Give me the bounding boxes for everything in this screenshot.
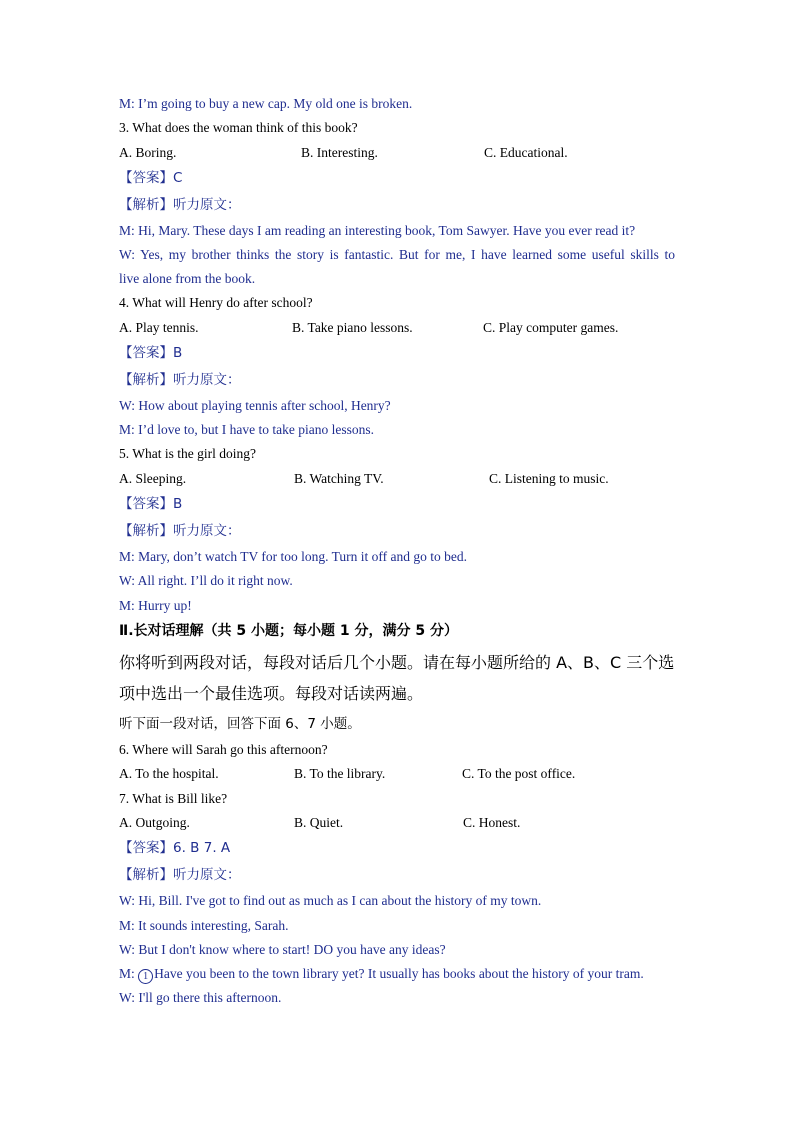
option-4c: C. Play computer games. bbox=[483, 320, 619, 335]
transcript-line bbox=[119, 965, 644, 984]
question-7: 7. What is Bill like? bbox=[119, 791, 228, 806]
explanation-3: 【解析】听力原文： bbox=[119, 197, 241, 213]
transcript-line: M: It sounds interesting, Sarah. bbox=[119, 918, 289, 933]
transcript-line: W: Hi, Bill. I've got to find out as much as I can about the history of my town. bbox=[119, 893, 542, 908]
transcript-line: live alone from the book. bbox=[119, 271, 256, 286]
answer-6-7: 【答案】6. B 7. A bbox=[119, 840, 231, 856]
transcript-line: W: How about playing tennis after school, Henry? bbox=[119, 398, 391, 413]
option-7a: A. Outgoing. bbox=[119, 815, 190, 830]
speaker-prefix: M: bbox=[119, 966, 139, 981]
option-6b: B. To the library. bbox=[294, 766, 386, 781]
instruction-line: 项中选出一个最佳选项。每段对话读两遍。 bbox=[119, 684, 424, 703]
transcript-line: M: Hurry up! bbox=[119, 598, 192, 613]
question-3: 3. What does the woman think of this book? bbox=[119, 120, 358, 135]
transcript-line: M: Mary, don’t watch TV for too long. Turn it off and go to bed. bbox=[119, 549, 467, 564]
option-4a: A. Play tennis. bbox=[119, 320, 199, 335]
instruction-line: 你将听到两段对话，每段对话后几个小题。请在每小题所给的 A、B、C 三个选 bbox=[119, 653, 675, 672]
option-5b: B. Watching TV. bbox=[294, 471, 384, 486]
transcript-line: W: Yes, my brother thinks the story is fantastic. But for me, I have learned some useful skills to bbox=[119, 247, 675, 262]
answer-4: 【答案】B bbox=[119, 345, 183, 361]
option-5a: A. Sleeping. bbox=[119, 471, 187, 486]
transcript-line: W: I'll go there this afternoon. bbox=[119, 990, 282, 1005]
transcript-line: M: Hi, Mary. These days I am reading an interesting book, Tom Sawyer. Have you ever read it? bbox=[119, 223, 636, 238]
question-5: 5. What is the girl doing? bbox=[119, 446, 256, 461]
explanation-5: 【解析】听力原文： bbox=[119, 523, 241, 539]
sub-instruction: 听下面一段对话，回答下面 6、7 小题。 bbox=[119, 716, 361, 732]
transcript-line: M: I’d love to, but I have to take piano lessons. bbox=[119, 422, 374, 437]
option-3c: C. Educational. bbox=[484, 145, 568, 160]
option-4b: B. Take piano lessons. bbox=[292, 320, 413, 335]
option-7b: B. Quiet. bbox=[294, 815, 344, 830]
explanation-4: 【解析】听力原文： bbox=[119, 372, 241, 388]
option-7c: C. Honest. bbox=[463, 815, 521, 830]
question-6: 6. Where will Sarah go this afternoon? bbox=[119, 742, 328, 757]
question-4: 4. What will Henry do after school? bbox=[119, 295, 313, 310]
answer-3: 【答案】C bbox=[119, 170, 183, 186]
option-3b: B. Interesting. bbox=[301, 145, 378, 160]
option-3a: A. Boring. bbox=[119, 145, 177, 160]
option-6c: C. To the post office. bbox=[462, 766, 576, 781]
option-5c: C. Listening to music. bbox=[489, 471, 609, 486]
transcript-text: Have you been to the town library yet? It usually has books about the history of your tram. bbox=[154, 966, 644, 981]
transcript-line: W: But I don't know where to start! DO you have any ideas? bbox=[119, 942, 446, 957]
circled-number-marker: 1 bbox=[138, 969, 153, 984]
option-6a: A. To the hospital. bbox=[119, 766, 219, 781]
answer-5: 【答案】B bbox=[119, 496, 183, 512]
explanation-6-7: 【解析】听力原文： bbox=[119, 867, 241, 883]
section-heading: Ⅱ.长对话理解（共 5 小题；每小题 1 分，满分 5 分） bbox=[119, 623, 459, 639]
transcript-line: W: All right. I’ll do it right now. bbox=[119, 573, 293, 588]
transcript-line: M: I’m going to buy a new cap. My old one is broken. bbox=[119, 96, 413, 111]
